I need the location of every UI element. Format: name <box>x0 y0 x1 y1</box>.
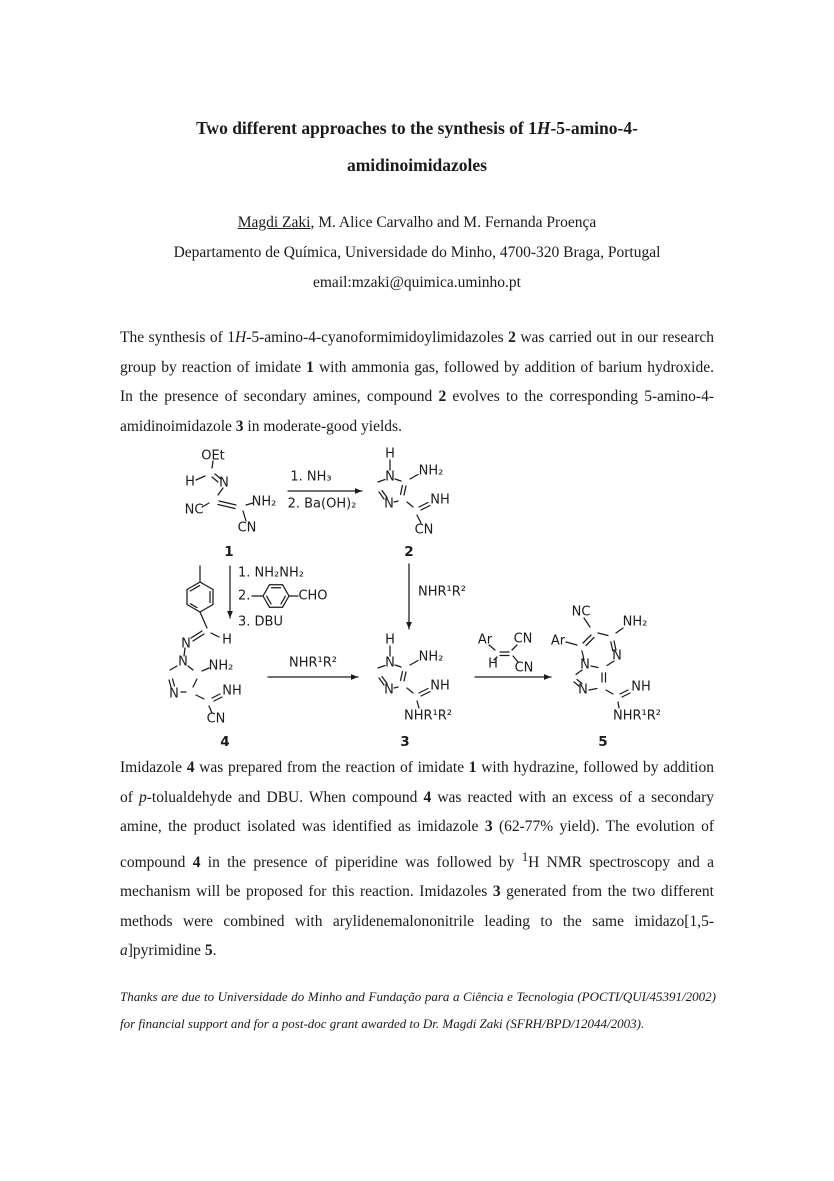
scheme-atom-label: NH <box>222 683 242 699</box>
bond-line <box>421 506 430 511</box>
scheme-atom-label: H <box>488 656 498 672</box>
bond-line <box>263 596 270 607</box>
scheme-atom-label: N <box>385 469 395 485</box>
bond-line <box>218 505 235 509</box>
scheme-atom-label: 1. NH₂NH₂ <box>238 565 304 581</box>
body-paragraph: Imidazole 4 was prepared from the reaction of imidate 1 with hydrazine, followed by addition of p-tolualdehyde and DBU. When compound 4 was reacted with an excess of a secondary amine, the product isolated was identified as imidazole 3 (62-77% yield). The evolution of compound 4 in the presence of piperidine was followed by $^1$H NMR spectroscopy and a mechanism will be proposed for this reaction. Imidazoles 3 generated from the two different methods were combined with arylidenemalononitrile leading to the same imidazo[1,5-a]pyrimidine 5. <box>120 759 714 960</box>
bond-line <box>200 612 207 628</box>
scheme-atom-label: N <box>385 655 395 671</box>
scheme-atom-label: NH <box>430 678 450 694</box>
bond-line <box>417 701 419 708</box>
scheme-atom-label: NHR¹R² <box>418 584 466 600</box>
bond-line <box>170 666 177 670</box>
scheme-compound-number: 5 <box>598 734 608 750</box>
bond-line <box>404 486 406 495</box>
scheme-atom-label: CN <box>206 711 226 727</box>
bond-line <box>378 480 385 483</box>
scheme-atom-label: 2. <box>238 588 251 604</box>
abstract-paragraph: The synthesis of 1H-5-amino-4-cyanoformimidoylimidazoles 2 was carried out in our research group by reaction of imidate 1 with ammonia gas, followed by addition of barium hydroxide. In the presence of secondary amines, compound 2 evolves to the corresponding 5-amino-4-amidinoimidazole 3 in moderate-good yields. <box>120 329 714 435</box>
scheme-atom-label: H <box>185 474 195 490</box>
scheme-atom-label: OEt <box>201 448 225 464</box>
bond-line <box>263 585 270 596</box>
scheme-atom-label: CN <box>514 660 534 676</box>
scheme-compound-number: 1 <box>224 544 234 560</box>
bond-line <box>410 661 418 666</box>
bond-line <box>622 693 630 697</box>
scheme-atom-label: NC <box>184 502 204 518</box>
bond-line <box>401 486 403 495</box>
scheme-atom-label: N <box>578 682 588 698</box>
reaction-arrowhead <box>355 488 362 494</box>
scheme-atom-label: H <box>222 632 232 648</box>
scheme-atom-label: NHR¹R² <box>289 655 337 671</box>
scheme-atom-label: Ar <box>477 632 493 648</box>
bond-line <box>243 511 246 521</box>
bond-line <box>212 477 218 482</box>
bond-line <box>188 666 193 670</box>
bond-line <box>620 690 628 694</box>
bond-line <box>591 666 598 668</box>
bond-line <box>394 687 398 688</box>
reaction-arrowhead <box>227 611 233 618</box>
bond-line <box>173 679 175 686</box>
scheme-atom-label: NC <box>571 604 591 620</box>
paper-title: Two different approaches to the synthesis of 1H-5-amino-4- amidinoimidazoles <box>196 118 638 175</box>
scheme-atom-label: NH <box>631 679 651 695</box>
scheme-compound-number: 4 <box>220 734 230 750</box>
scheme-atom-label: N <box>612 648 622 664</box>
bond-line <box>606 690 613 694</box>
scheme-atom-label: N <box>384 682 394 698</box>
bond-line <box>407 502 413 507</box>
bond-line <box>187 582 200 590</box>
bond-line <box>196 695 204 699</box>
bond-line <box>283 585 290 596</box>
authors-line: Magdi Zaki, M. Alice Carvalho and M. Fernanda Proença <box>237 214 597 231</box>
scheme-atom-label: H <box>385 446 395 462</box>
bond-line <box>200 605 213 613</box>
bond-line <box>395 479 401 481</box>
scheme-atom-label: CN <box>513 631 533 647</box>
scheme-atom-label: 1. NH₃ <box>290 469 332 485</box>
reaction-arrowhead <box>406 622 412 629</box>
scheme-atom-label: N <box>580 657 590 673</box>
bond-line <box>419 689 428 694</box>
scheme-atom-label: 2. Ba(OH)₂ <box>287 496 357 512</box>
scheme-atom-label: NHR¹R² <box>404 708 452 724</box>
bond-line <box>589 689 597 691</box>
bond-line <box>193 679 197 687</box>
bond-line <box>200 582 213 590</box>
bond-line <box>421 692 430 697</box>
bond-line <box>618 702 619 708</box>
reaction-arrowhead <box>351 674 358 680</box>
scheme-compound-number: 2 <box>404 544 414 560</box>
bond-line <box>407 688 413 693</box>
scheme-atom-label: N <box>178 654 188 670</box>
scheme-atom-label: H <box>385 632 395 648</box>
scheme-atom-label: Ar <box>550 633 566 649</box>
bond-line <box>378 666 385 669</box>
email-line: email:mzaki@quimica.uminho.pt <box>313 274 521 291</box>
bond-line <box>196 476 205 480</box>
bond-line <box>219 501 236 505</box>
bond-line <box>212 694 220 698</box>
scheme-atom-label: NH <box>430 492 450 508</box>
bond-line <box>211 633 219 637</box>
bond-line <box>394 501 398 502</box>
scheme-atom-label: NH₂ <box>418 463 444 479</box>
scheme-atom-label: 3. DBU <box>238 614 283 630</box>
scheme-atom-label: NH₂ <box>251 494 277 510</box>
bond-line <box>395 665 401 667</box>
affiliation-line: Departamento de Química, Universidade do Minho, 4700-320 Braga, Portugal <box>173 244 661 261</box>
scheme-atom-label: NH₂ <box>622 614 648 630</box>
scheme-atom-label: N <box>169 686 179 702</box>
scheme-atom-label: CN <box>414 522 434 538</box>
scheme-compound-number: 3 <box>400 734 410 750</box>
bond-line <box>419 503 428 508</box>
scheme-atom-label: CN <box>237 520 257 536</box>
scheme-atom-label: NHR¹R² <box>613 708 661 724</box>
acknowledgement-footnote: Thanks are due to Universidade do Minho and Fundação para a Ciência e Tecnologia (POCTI/QUI/45391/2002) for financial support and for a post-doc grant awarded to Dr. Magdi Zaki (SFRH/BPD/12044/2003). <box>120 989 716 1031</box>
bond-line <box>598 633 608 636</box>
scheme-atom-label: N <box>219 475 229 491</box>
scheme-atom-label: NH₂ <box>208 658 234 674</box>
scheme-atom-label: CHO <box>298 588 328 604</box>
scheme-atom-label: N <box>181 636 191 652</box>
reaction-arrowhead <box>544 674 551 680</box>
bond-line <box>566 642 577 645</box>
bond-line <box>401 672 403 681</box>
scheme-atom-label: NH₂ <box>418 649 444 665</box>
scheme-atom-label: N <box>384 496 394 512</box>
bond-line <box>283 596 290 607</box>
bond-line <box>214 697 222 701</box>
bond-line <box>404 672 406 681</box>
bond-line <box>410 475 418 480</box>
